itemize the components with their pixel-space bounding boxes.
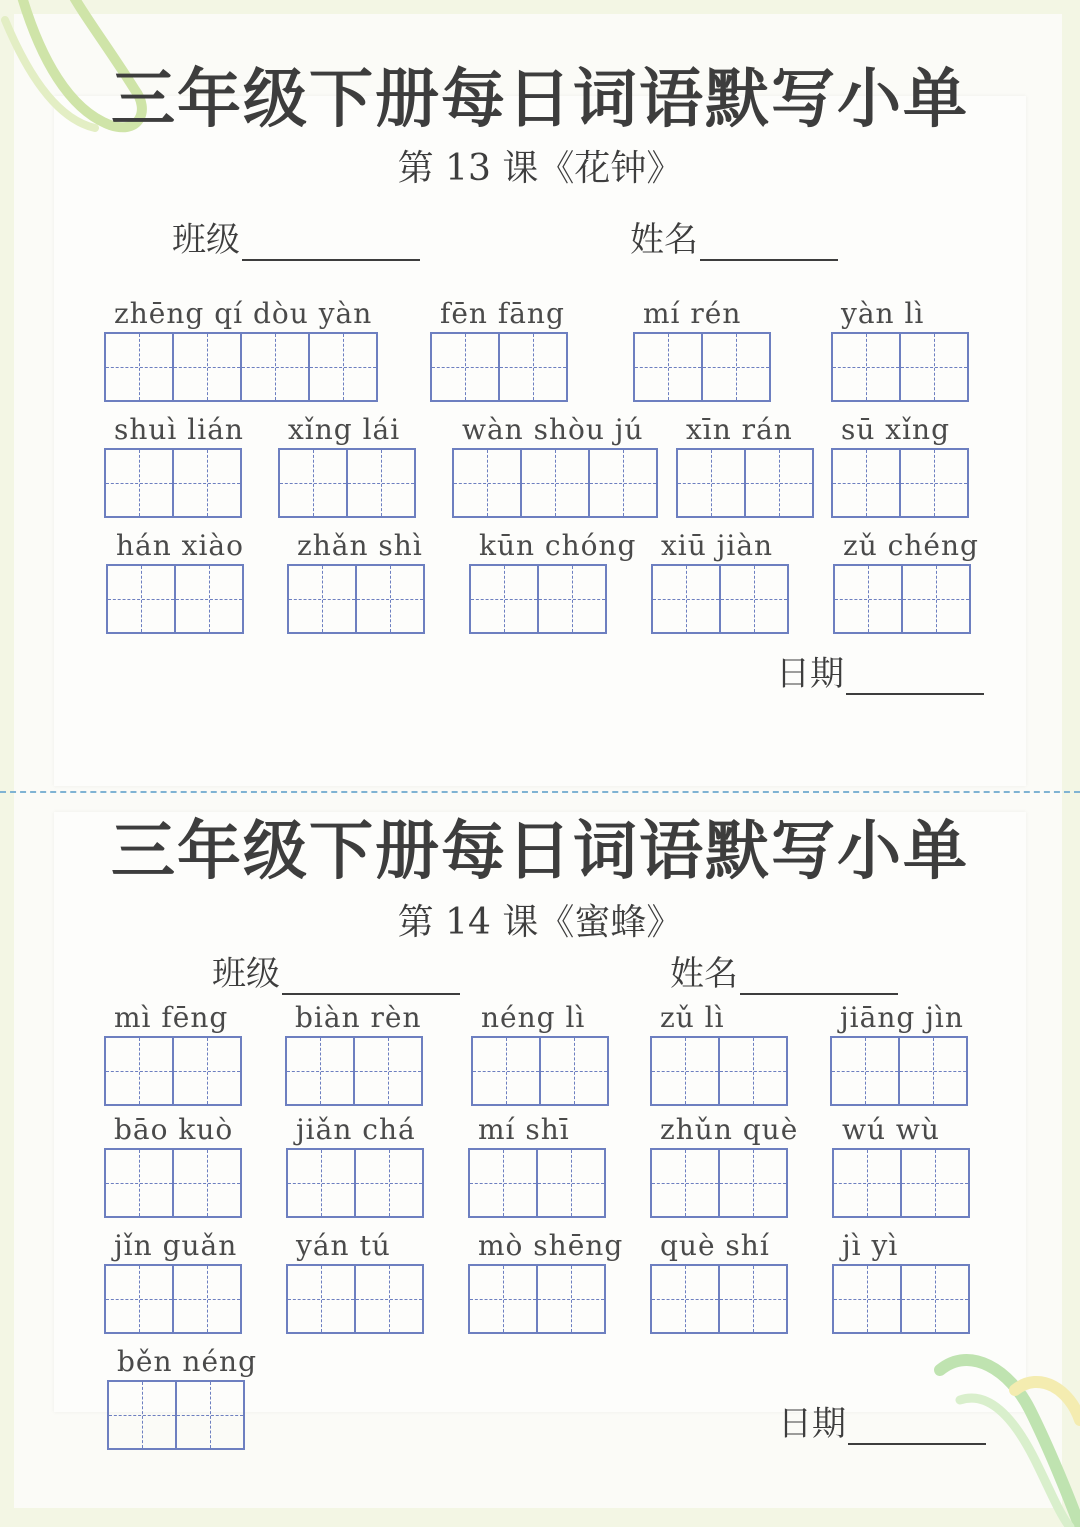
word-item xyxy=(676,412,814,518)
tianzige-cell[interactable] xyxy=(106,564,176,634)
name-blank[interactable] xyxy=(700,223,838,261)
date-field[interactable] xyxy=(776,646,984,695)
worksheet-title: 三年级下册每日词语默写小单 xyxy=(111,815,969,889)
word-item xyxy=(104,412,244,518)
pinyin-label: zǔ lì xyxy=(660,1001,725,1034)
pinyin-label: jì yì xyxy=(842,1229,899,1262)
word-item xyxy=(633,296,771,402)
tianzige-cell[interactable] xyxy=(172,1036,242,1106)
word-item xyxy=(104,1000,242,1106)
tianzige-cell[interactable] xyxy=(900,1264,970,1334)
writing-grid xyxy=(650,1036,788,1106)
word-item xyxy=(831,296,969,402)
word-item xyxy=(104,296,378,402)
tianzige-cell[interactable] xyxy=(278,448,348,518)
tianzige-cell[interactable] xyxy=(286,1264,356,1334)
tianzige-cell[interactable] xyxy=(308,332,378,402)
writing-grid xyxy=(287,564,425,634)
tianzige-cell[interactable] xyxy=(650,1036,720,1106)
name-blank[interactable] xyxy=(740,957,898,995)
pinyin-label: kūn chóng xyxy=(479,529,637,562)
worksheet-title: 三年级下册每日词语默写小单 xyxy=(111,63,969,137)
tianzige-cell[interactable] xyxy=(286,1148,356,1218)
writing-grid xyxy=(832,1148,970,1218)
tianzige-cell[interactable] xyxy=(104,1264,174,1334)
pinyin-label: néng lì xyxy=(481,1001,586,1034)
tianzige-cell[interactable] xyxy=(172,448,242,518)
pinyin-label: què shí xyxy=(660,1229,770,1262)
lesson-title: 第 14 课《蜜蜂》 xyxy=(397,902,683,943)
tianzige-cell[interactable] xyxy=(744,448,814,518)
writing-grid xyxy=(471,1036,609,1106)
tianzige-cell[interactable] xyxy=(354,1148,424,1218)
pinyin-label: bāo kuò xyxy=(114,1113,234,1146)
word-item xyxy=(830,1000,968,1106)
name-field[interactable] xyxy=(670,946,898,995)
date-blank[interactable] xyxy=(848,1407,986,1445)
tianzige-cell[interactable] xyxy=(718,1264,788,1334)
writing-grid xyxy=(285,1036,423,1106)
word-item xyxy=(278,412,416,518)
pinyin-label: jiāng jìn xyxy=(840,1001,964,1034)
tianzige-cell[interactable] xyxy=(498,332,568,402)
tianzige-cell[interactable] xyxy=(104,1148,174,1218)
word-item xyxy=(286,1228,424,1334)
writing-grid xyxy=(104,448,244,518)
pinyin-label: běn néng xyxy=(117,1345,257,1378)
pinyin-label: fēn fāng xyxy=(440,297,565,330)
class-label: 班级 xyxy=(172,220,240,260)
word-item xyxy=(286,1112,424,1218)
writing-grid xyxy=(676,448,814,518)
tianzige-cell[interactable] xyxy=(832,1264,902,1334)
pinyin-label: hán xiào xyxy=(116,529,244,562)
pinyin-label: shuì lián xyxy=(114,413,244,446)
name-field[interactable] xyxy=(630,212,838,261)
writing-grid xyxy=(106,564,244,634)
word-item xyxy=(287,528,425,634)
tianzige-cell[interactable] xyxy=(718,1148,788,1218)
writing-grid xyxy=(468,1148,606,1218)
pinyin-label: biàn rèn xyxy=(295,1001,422,1034)
pinyin-label: zhǔn què xyxy=(660,1113,799,1146)
tianzige-cell[interactable] xyxy=(830,1036,900,1106)
tianzige-cell[interactable] xyxy=(650,1148,720,1218)
writing-grid xyxy=(430,332,568,402)
word-item xyxy=(430,296,568,402)
word-item xyxy=(650,1228,788,1334)
tianzige-cell[interactable] xyxy=(539,1036,609,1106)
tianzige-cell[interactable] xyxy=(831,448,901,518)
pinyin-label: zhēng qí dòu yàn xyxy=(114,297,373,330)
word-item xyxy=(831,412,969,518)
word-item xyxy=(107,1344,257,1450)
tianzige-cell[interactable] xyxy=(172,332,242,402)
tianzige-cell[interactable] xyxy=(650,1264,720,1334)
word-item xyxy=(651,528,789,634)
word-item xyxy=(468,1228,623,1334)
word-item xyxy=(650,1000,788,1106)
tianzige-cell[interactable] xyxy=(899,332,969,402)
date-label: 日期 xyxy=(778,1404,846,1444)
pinyin-label: wú wù xyxy=(842,1113,940,1146)
name-label: 姓名 xyxy=(670,954,738,994)
tianzige-cell[interactable] xyxy=(718,1036,788,1106)
pinyin-label: mí shī xyxy=(478,1113,570,1146)
writing-grid xyxy=(104,1264,242,1334)
tianzige-cell[interactable] xyxy=(468,1264,538,1334)
pinyin-label: mò shēng xyxy=(478,1229,624,1262)
writing-grid xyxy=(104,1148,242,1218)
tianzige-cell[interactable] xyxy=(537,564,607,634)
word-item xyxy=(471,1000,609,1106)
lesson-title: 第 13 课《花钟》 xyxy=(397,148,683,189)
writing-grid xyxy=(833,564,979,634)
tianzige-cell[interactable] xyxy=(355,564,425,634)
name-label: 姓名 xyxy=(630,220,698,260)
class-blank[interactable] xyxy=(282,957,460,995)
writing-grid xyxy=(278,448,416,518)
tianzige-cell[interactable] xyxy=(719,564,789,634)
writing-grid xyxy=(651,564,789,634)
tianzige-cell[interactable] xyxy=(107,1380,177,1450)
tianzige-cell[interactable] xyxy=(536,1264,606,1334)
class-blank[interactable] xyxy=(242,223,420,261)
word-item xyxy=(104,1228,242,1334)
tianzige-cell[interactable] xyxy=(701,332,771,402)
tianzige-cell[interactable] xyxy=(452,448,522,518)
tianzige-cell[interactable] xyxy=(285,1036,355,1106)
pinyin-label: mì fēng xyxy=(114,1001,229,1034)
pinyin-label: zǔ chéng xyxy=(843,529,979,562)
pinyin-label: xiū jiàn xyxy=(661,529,774,562)
tianzige-cell[interactable] xyxy=(520,448,590,518)
tianzige-cell[interactable] xyxy=(104,448,174,518)
tianzige-cell[interactable] xyxy=(469,564,539,634)
tianzige-cell[interactable] xyxy=(172,1148,242,1218)
writing-grid xyxy=(650,1148,798,1218)
date-label: 日期 xyxy=(776,654,844,694)
class-label: 班级 xyxy=(212,954,280,994)
class-field[interactable] xyxy=(212,946,460,995)
tianzige-cell[interactable] xyxy=(676,448,746,518)
tianzige-cell[interactable] xyxy=(471,1036,541,1106)
tianzige-cell[interactable] xyxy=(354,1264,424,1334)
writing-grid xyxy=(832,1264,970,1334)
writing-grid xyxy=(286,1148,424,1218)
writing-grid xyxy=(286,1264,424,1334)
writing-grid xyxy=(469,564,636,634)
tianzige-cell[interactable] xyxy=(831,332,901,402)
pinyin-label: xǐng lái xyxy=(288,413,401,446)
tianzige-cell[interactable] xyxy=(898,1036,968,1106)
pinyin-label: yàn lì xyxy=(841,297,925,330)
tianzige-cell[interactable] xyxy=(346,448,416,518)
word-item xyxy=(833,528,979,634)
word-item xyxy=(285,1000,423,1106)
date-blank[interactable] xyxy=(846,657,984,695)
pinyin-label: wàn shòu jú xyxy=(462,413,644,446)
word-item xyxy=(468,1112,606,1218)
pinyin-label: jǐn guǎn xyxy=(114,1229,238,1262)
pinyin-label: xīn rán xyxy=(686,413,793,446)
tianzige-cell[interactable] xyxy=(104,332,174,402)
tianzige-cell[interactable] xyxy=(468,1148,538,1218)
tianzige-cell[interactable] xyxy=(430,332,500,402)
date-field[interactable] xyxy=(778,1396,986,1445)
tianzige-cell[interactable] xyxy=(833,564,903,634)
tianzige-cell[interactable] xyxy=(901,564,971,634)
word-item xyxy=(469,528,636,634)
writing-grid xyxy=(650,1264,788,1334)
tianzige-cell[interactable] xyxy=(832,1148,902,1218)
pinyin-label: mí rén xyxy=(643,297,742,330)
class-field[interactable] xyxy=(172,212,420,261)
word-item xyxy=(104,1112,242,1218)
word-item xyxy=(452,412,658,518)
tianzige-cell[interactable] xyxy=(588,448,658,518)
tianzige-cell[interactable] xyxy=(104,1036,174,1106)
tianzige-cell[interactable] xyxy=(175,1380,245,1450)
word-item xyxy=(106,528,244,634)
tianzige-cell[interactable] xyxy=(536,1148,606,1218)
tianzige-cell[interactable] xyxy=(287,564,357,634)
writing-grid xyxy=(468,1264,623,1334)
tianzige-cell[interactable] xyxy=(633,332,703,402)
pinyin-label: yán tú xyxy=(296,1229,391,1262)
writing-grid xyxy=(107,1380,257,1450)
writing-grid xyxy=(831,448,969,518)
tianzige-cell[interactable] xyxy=(353,1036,423,1106)
cut-line xyxy=(0,791,1080,793)
pinyin-label: zhǎn shì xyxy=(297,529,423,562)
pinyin-label: jiǎn chá xyxy=(296,1113,416,1146)
tianzige-cell[interactable] xyxy=(899,448,969,518)
word-item xyxy=(832,1112,970,1218)
writing-grid xyxy=(831,332,969,402)
writing-grid xyxy=(830,1036,968,1106)
writing-grid xyxy=(104,332,378,402)
word-item xyxy=(650,1112,798,1218)
tianzige-cell[interactable] xyxy=(900,1148,970,1218)
writing-grid xyxy=(452,448,658,518)
pinyin-label: sū xǐng xyxy=(841,413,951,446)
tianzige-cell[interactable] xyxy=(651,564,721,634)
writing-grid xyxy=(633,332,771,402)
tianzige-cell[interactable] xyxy=(172,1264,242,1334)
tianzige-cell[interactable] xyxy=(174,564,244,634)
tianzige-cell[interactable] xyxy=(240,332,310,402)
word-item xyxy=(832,1228,970,1334)
writing-grid xyxy=(104,1036,242,1106)
